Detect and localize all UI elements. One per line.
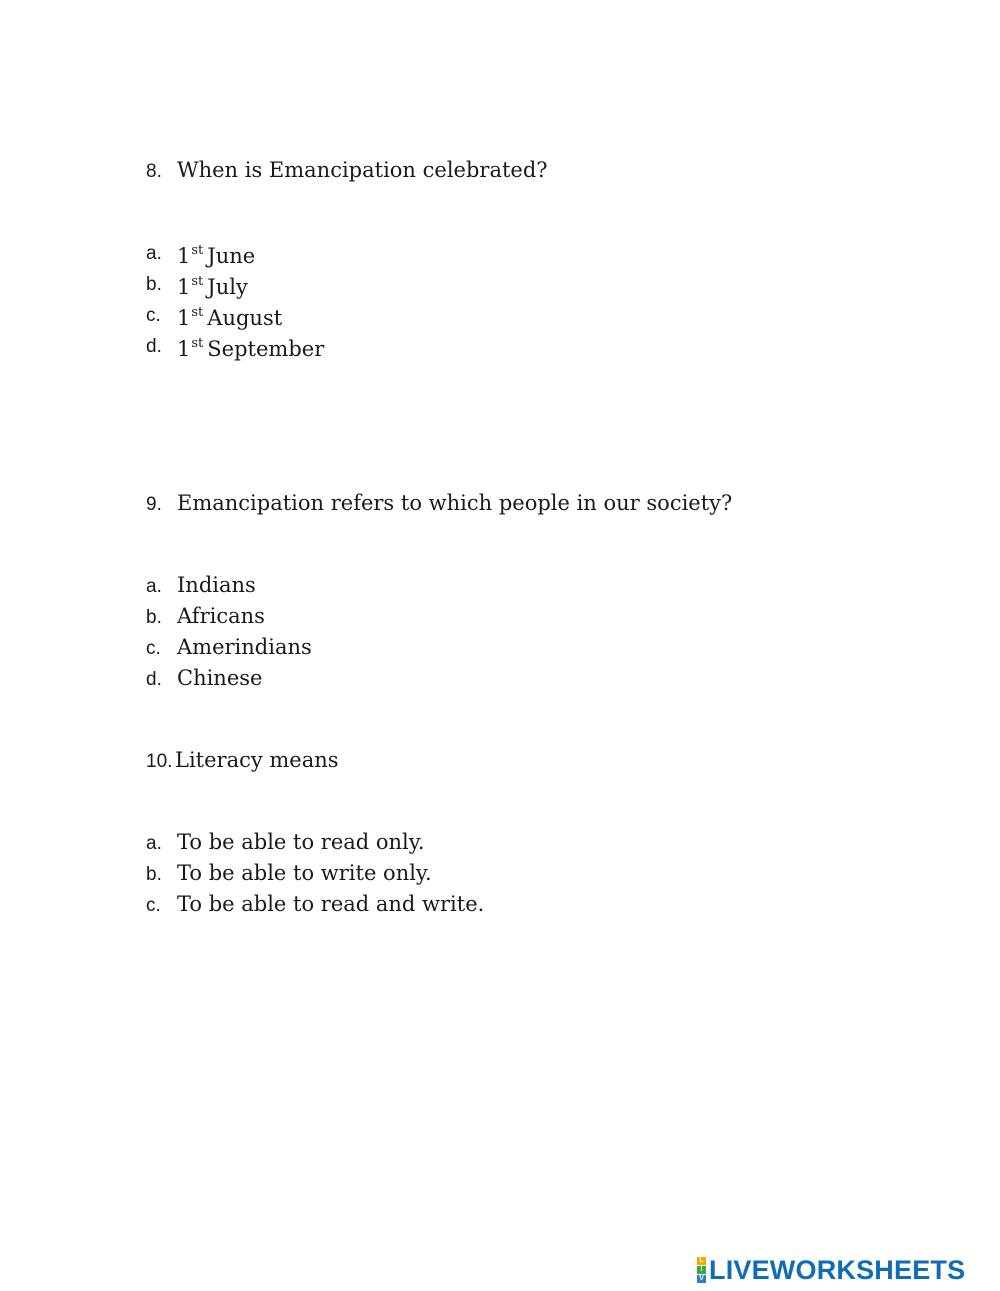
option-text: Amerindians <box>177 635 312 659</box>
option-letter: d. <box>146 669 162 690</box>
option-letter: a. <box>146 576 162 597</box>
option-letter: c. <box>146 305 161 326</box>
question-number: 8. <box>146 161 162 182</box>
option-letter: b. <box>146 864 162 885</box>
option-letter: a. <box>146 243 162 264</box>
question-text: Emancipation refers to which people in our society? <box>177 491 733 515</box>
logo-block-v: V <box>697 1275 706 1283</box>
question-number: 9. <box>146 494 162 515</box>
option-text: To be able to read only. <box>177 830 425 854</box>
option-text: To be able to read and write. <box>177 892 485 916</box>
question-text: When is Emancipation celebrated? <box>177 158 548 182</box>
option-letter: b. <box>146 274 162 295</box>
option-letter: b. <box>146 607 162 628</box>
logo-block-l: L <box>697 1257 706 1265</box>
question-number: 10. <box>146 751 173 772</box>
option-text: Indians <box>177 573 256 597</box>
option-text: Chinese <box>177 666 263 690</box>
option-letter: c. <box>146 638 161 659</box>
logo-block-i: I <box>697 1266 706 1274</box>
option-text: To be able to write only. <box>177 861 432 885</box>
option-letter: d. <box>146 336 162 357</box>
question-text: Literacy means <box>175 748 339 772</box>
option-letter: a. <box>146 833 162 854</box>
option-text: Africans <box>177 604 265 628</box>
logo-blocks-icon <box>697 1257 706 1283</box>
logo-wordmark: LIVEWORKSHEETS <box>709 1254 966 1285</box>
option-letter: c. <box>146 895 161 916</box>
liveworksheets-logo <box>697 1255 965 1285</box>
